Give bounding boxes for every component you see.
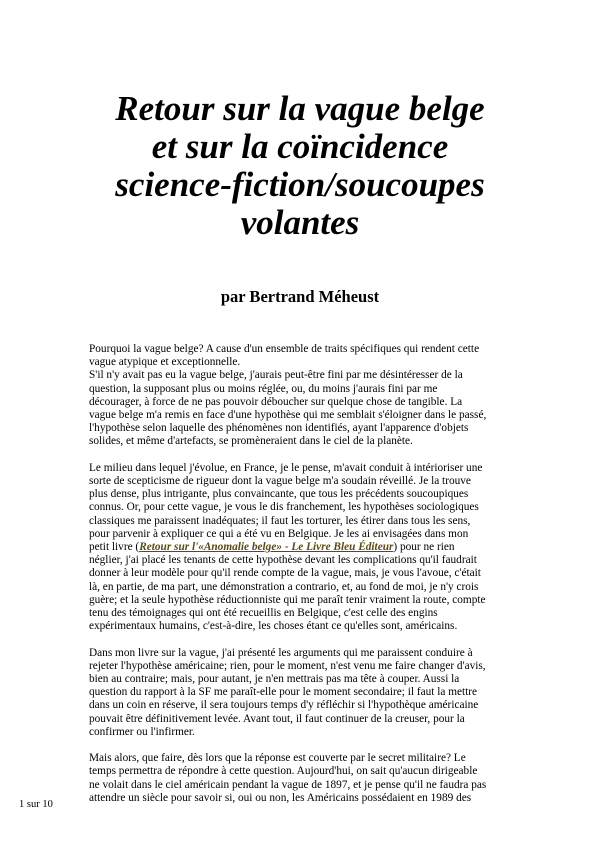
title-line: volantes: [240, 203, 360, 242]
text-line: S'il n'y avait pas eu la vague belge, j'aurais peut-être fini par me désintéresser de la: [89, 369, 463, 382]
text-line: Le milieu dans lequel j'évolue, en France, je le pense, m'avait conduit à intérioriser une: [89, 461, 483, 474]
book-link[interactable]: Retour sur l'«Anomalie belge» - Le Livre Bleu Éditeur: [139, 541, 394, 554]
text-line: bien au contraire; mais, pour autant, je n'en mettrais pas ma tête à couper. Aussi la: [89, 673, 460, 686]
text-line: Dans mon livre sur la vague, j'ai présenté les arguments qui me paraissent conduire à: [89, 646, 473, 659]
text-line: expérimentaux humains, c'est-à-dire, les choses étant ce qu'elles sont, américains.: [89, 620, 458, 633]
page-number: 1 sur 10: [19, 799, 53, 810]
title-line: Retour sur la vague belge: [115, 89, 485, 128]
text-line: question, la supposant plus ou moins réglée, ou, du moins j'aurais fini par me: [89, 382, 438, 395]
text-line: l'hypothèse selon laquelle des phénomènes non identifiés, ayant l'apparence d'objets: [89, 422, 469, 435]
text-line: tenu des témoignages qui ont été recueillis en Belgique, c'est celle des engins: [89, 607, 438, 620]
paragraph-2: [89, 462, 525, 634]
link-line-before: petit livre (: [89, 541, 140, 554]
paragraph-1: [89, 343, 525, 449]
text-line: vague atypique et exceptionnelle.: [89, 356, 241, 369]
text-line: là, en partie, de ma part, une démonstration a contrario, et, au fond de moi, je n'y crois: [89, 580, 479, 593]
text-line: pour parvenir à expliquer ce qui a été vu en Belgique. Je les ai envisagées dans mon: [89, 527, 469, 540]
document-title: [60, 90, 540, 242]
text-line: classiques me paraissent inadéquates; il faut les torturer, les étirer dans tous les sens,: [89, 514, 471, 527]
text-line: question du rapport à la SF me paraît-elle pour le moment secondaire; il faut la mettre: [89, 686, 478, 699]
text-line: rejeter l'hypothèse américaine; rien, pour le moment, n'est venu me faire changer d'avis,: [89, 659, 486, 672]
text-line: plus dense, plus intrigante, plus convaincante, que tous les précédents soucoupiques: [89, 488, 469, 501]
text-line: guère; et la seule hypothèse réductionniste qui me paraît tenir vraiment la route, compte: [89, 593, 486, 606]
text-line: connus. Or, pour cette vague, je vous le dis franchement, les hypothèses sociologiques: [89, 501, 479, 514]
text-line: attendre un siècle pour savoir si, oui ou non, les Américains possédaient en 1989 des: [89, 791, 472, 804]
text-line: Pourquoi la vague belge? A cause d'un ensemble de traits spécifiques qui rendent cette: [89, 343, 480, 355]
article-body: [89, 343, 525, 818]
text-line: Mais alors, que faire, dès lors que la réponse est couverte par le secret militaire? Le: [89, 752, 466, 765]
author-byline: par Bertrand Méheust: [220, 287, 380, 306]
text-line: vague belge m'a remis en face d'une hypothèse qui me semblait s'éloigner dans le passé,: [89, 409, 487, 422]
text-line: donner à leur modèle pour qu'il rende compte de la vague, mais, je vous l'avoue, c'était: [89, 567, 481, 580]
link-line-after: ) pour ne rien: [393, 541, 455, 554]
title-line: science-fiction/soucoupes: [115, 165, 485, 204]
text-line: ne volait dans le ciel américain pendant la vague de 1897, et je pense qu'il ne faudra pas: [89, 778, 487, 791]
link-line: [89, 541, 525, 554]
text-line: solides, et même d'artefacts, se promèneraient dans le ciel de la planète.: [89, 435, 413, 448]
paragraph-3: [89, 647, 525, 739]
text-line: néglier, j'ai placé les tenants de cette hypothèse devant les complications qu'il faudrait: [89, 554, 477, 567]
text-line: dans un coin en réserve, il sera toujours temps d'y réfléchir si l'hypothèque américaine: [89, 699, 479, 712]
text-line: pouvait être définitivement levée. Avant tout, il faut continuer de la creuser, pour la: [89, 712, 465, 725]
text-line: confirmer ou l'infirmer.: [89, 725, 195, 738]
text-line: temps permettra de répondre à cette question. Aujourd'hui, on sait qu'aucun dirigeable: [89, 765, 478, 778]
text-line: sorte de scepticisme de rigueur dont la vague belge m'a soudain réveillé. Je la trouve: [89, 475, 471, 488]
paragraph-4: [89, 752, 525, 805]
title-line: et sur la coïncidence: [151, 127, 449, 166]
text-line: décourager, à force de ne pas pouvoir déboucher sur quelque chose de tangible. La: [89, 395, 463, 408]
